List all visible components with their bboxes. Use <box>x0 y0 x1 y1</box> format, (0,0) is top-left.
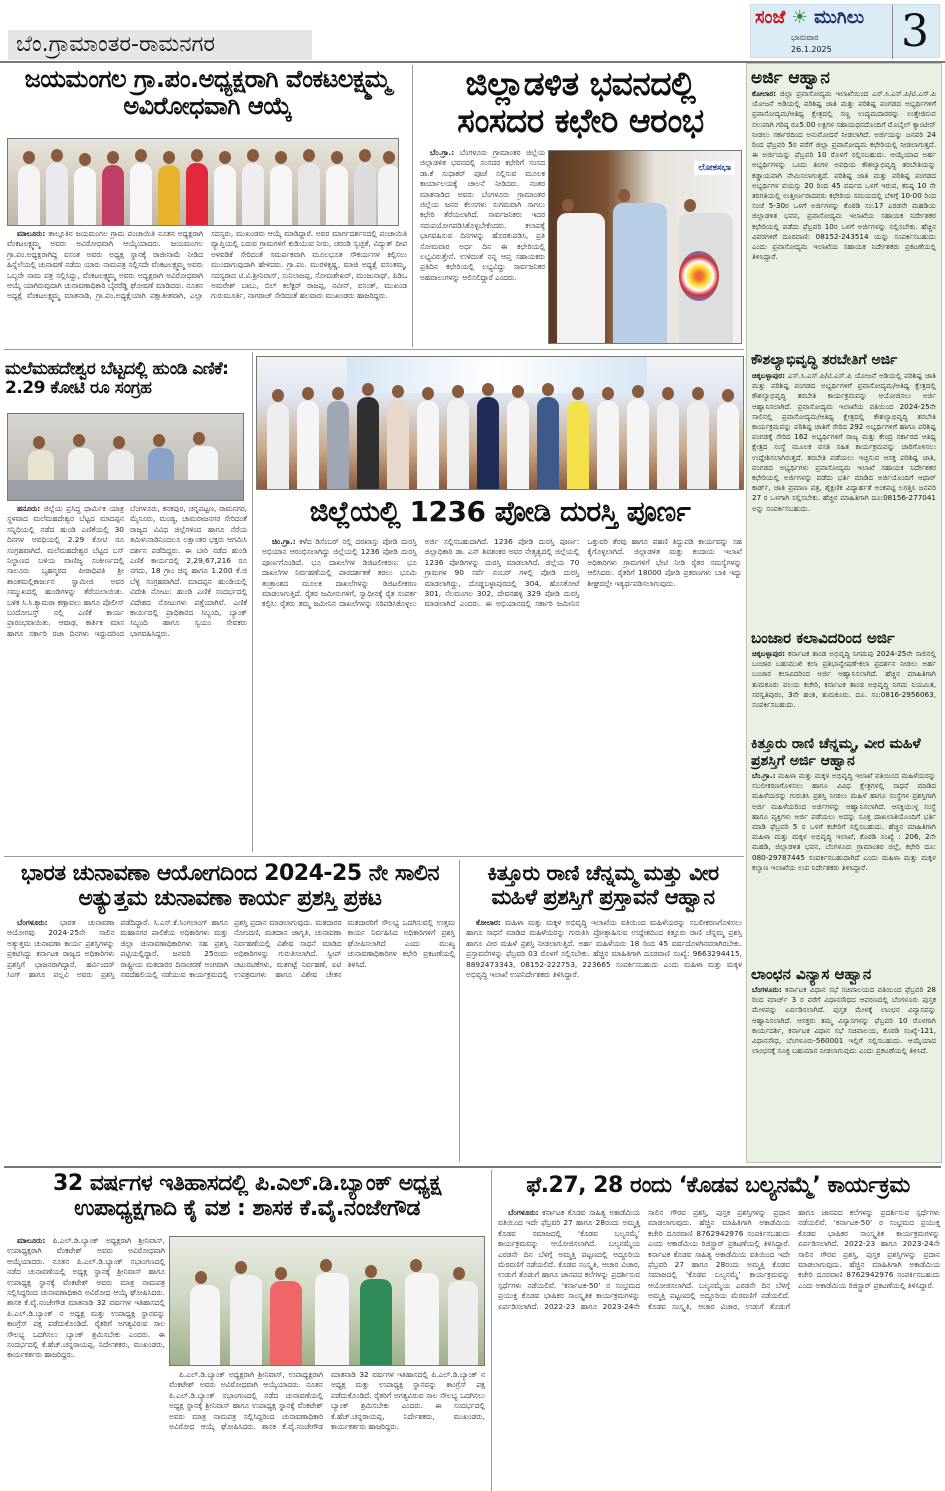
person-figure <box>74 167 96 225</box>
dateline: ಹನೂರು: <box>17 504 41 513</box>
notice-body: ಎಸ್.ಸಿ.ಎಸ್.ಪಿ/ಟಿ.ಎಸ್.ಪಿ ಯೋಜನೆ ಅಡಿಯಲ್ಲಿ ಪರಿಶಿಷ್ಟ ಜಾತಿ ಮತ್ತು ಪರಿಶಿಷ್ಟ ಪಂಗಡದ ಅಭ್ಯರ್ಥಿಗಳಿಗೆ ಪ್ರವಾಸೋದ್ಯಮ/ಆತಿಥ್ಯ ಕ್ಷೇತ್ರದಲ್ಲಿ ಕೌಶಲ್ಯಾಭಿವೃದ್ಧಿ ತರಬೇತಿ ಕಾರ್ಯಕ್ರಮವನ್ನು ಆಯೋಜಿಸಲು ಅರ್ಜಿ ಆಹ್ವಾನಿಸಲಾಗಿದೆ. ಪ್ರವಾಸೋದ್ಯಮ ಇಲಾಖೆಯ ವತಿಯಿಂದ 2024-25ನೇ ಸಾಲಿನಲ್ಲಿ ಪ್ರವಾಸೋದ್ಯಮ/ಆತಿಥ್ಯ ಕ್ಷೇತ್ರದಲ್ಲಿ ಕೌಶಲ್ಯಾಭಿವೃದ್ಧಿ ತರಬೇತಿ ಕಾರ್ಯಕ್ರಮವನ್ನು ಪರಿಶಿಷ್ಟ ಜಾತಿಗೆ ಸೇರಿದ 292 ಅಭ್ಯರ್ಥಿಗಳಿಗೆ ಹಾಗೂ ಪರಿಶಿಷ್ಟ ಪಂಗಡಕ್ಕೆ ಸೇರಿದ 162 ಅಭ್ಯರ್ಥಿಗಳಿಗೆ ರಾಜ್ಯ ಮತ್ತು ಕೇಂದ್ರ ಸರ್ಕಾರದ ಆತಿಥ್ಯ ಕ್ಷೇತ್ರದ ಸಂಸ್ಥೆ ಮೂಲಕ ವಸತಿ ಸಹಿತ ಕಾರ್ಯಕ್ರಮವನ್ನು ಜಾರಿಗೊಳಿಸಲು ಉದ್ದೇಶಿಸಲಾಗಿರುತ್ತದೆ. ತರಬೇತಿ ಪಡೆಯಲು ಇಚ್ಛಿಸುವ ಆಸಕ್ತ ಪರಿಶಿಷ್ಟ ಜಾತಿ, ಪಂಗಡದ ಅಭ್ಯರ್ಥಿಗಳು ಪ್ರವಾಸೋದ್ಯಮ ಇಲಾಖೆ ಸಹಾಯಕ ನಿರ್ದೇಶಕರ ಕಛೇರಿಯಲ್ಲಿ ಅರ್ಜಿಗಳನ್ನು ಪಡೆದು ಭರ್ತಿ ಮಾಡಿದ ಅರ್ಜಿಯೊಂದಿಗೆ ಆಧಾರ್ ಕಾರ್ಡ್, ಜಾತಿ ಪ್ರಮಾಣ ಪತ್ರ, ಶೈಕ್ಷಣಿಕ ವಿದ್ಯಾರ್ಹತೆ ಅಂಕಪಟ್ಟಿ ಲಗತ್ತಿಸಿ ಜನವರಿ 27 ರ ಒಳಗಾಗಿ ಸಲ್ಲಿಸಬೇಕು. ಹೆಚ್ಚಿನ ಮಾಹಿತಿಗಾಗಿ ದೂ:08156-277041 ಅನ್ನು ಸಂಪರ್ಕಿಸಬಹುದು. <box>752 371 936 513</box>
person-figure <box>613 203 667 343</box>
photo-pld-bank-celebration <box>169 1236 485 1366</box>
article-body <box>7 504 247 850</box>
person-figure <box>270 1281 302 1365</box>
person-figure <box>687 401 709 489</box>
article-jayamangala <box>5 66 410 120</box>
person-figure <box>357 397 379 489</box>
dateline: ಕೋಲಾರ: <box>476 918 501 927</box>
dateline: ಮಾಲೂರು: <box>17 1236 46 1245</box>
headline: ಕಿತ್ತೂರು ರಾಣಿ ಚೆನ್ನಮ್ಮ ಮತ್ತು ವೀರ ಮಹಿಳೆ ಪ್ರಶಸ್ತಿಗೆ ಪ್ರಸ್ತಾವನೆ ಆಹ್ವಾನ <box>487 861 719 909</box>
logo-part-1: ಸಂಜೆ <box>755 7 786 28</box>
body-text: ಮಹಿಳಾ ಮತ್ತು ಮಕ್ಕಳ ಅಭಿವೃದ್ಧಿ ಇಲಾಖೆಯ ವತಿಯಿಂದ ಮಹಿಳೆಯರನ್ನು ಸಬಲೀಕರಣಗೊಳಿಸಲು ಹಾಗೂ ಸಾಧನೆ ಮಾಡಿದ ಮಹಿಳೆಯರನ್ನು ಗುರುತಿಸಿ ಪ್ರೋತ್ಸಾಹಿಸುವ ಉದ್ದೇಶದಿಂದ ಕಿತ್ತೂರು ರಾಣಿ ಚೆನ್ನಮ್ಮ ಪ್ರಶಸ್ತಿ ಹಾಗೂ ವೀರ ಮಹಿಳೆ ಪ್ರಶಸ್ತಿ ನೀಡಲಾಗುತ್ತಿದೆ. ಅರ್ಹ ಮಹಿಳೆಯರು 18 ರಿಂದ 45 ವರ್ಷದೊಳಗಿನವರಾಗಿರಬೇಕು. ಪ್ರಸ್ತಾವನೆಗಳನ್ನು ಫೆಬ್ರವರಿ 03 ರೊಳಗೆ ಸಲ್ಲಿಸಬೇಕು. ಹೆಚ್ಚಿನ ಮಾಹಿತಿಗಾಗಿ ದೂರವಾಣಿ ಸಂಖ್ಯೆ: 9663294415, 8892473343, 08152-222753, 223665 ಸಂಪರ್ಕಿಸಬಹುದು ಎಂದು ಮಹಿಳಾ ಮತ್ತು ಮಕ್ಕಳ ಅಭಿವೃದ್ಧಿ ಇಲಾಖೆ ಉಪನಿರ್ದೇಶಕರು ತಿಳಿಸಿದ್ದಾರೆ. <box>466 918 742 980</box>
dateline: ಚಿಕ್ಕಬಳ್ಳಾಪುರ: <box>752 371 786 380</box>
person-figure <box>378 165 399 225</box>
person-figure <box>102 165 124 225</box>
person-figure <box>360 1279 392 1365</box>
person-figure <box>597 401 619 489</box>
person-figure <box>190 1285 220 1365</box>
person-figure <box>315 1273 349 1365</box>
dateline: ಕೋಲಾರ: <box>752 89 777 98</box>
notice-title: ಕಿತ್ತೂರು ರಾಣಿ ಚೆನ್ನಮ್ಮ, ವೀರ ಮಹಿಳೆ ಪ್ರಶಸ್ತಿಗೆ ಅರ್ಜಿ ಆಹ್ವಾನ <box>751 736 921 769</box>
person-figure <box>557 213 605 343</box>
dateline: ಬೆಂಗಳೂರು: <box>752 985 782 994</box>
column-divider <box>459 860 460 1162</box>
notice-item <box>747 624 941 732</box>
notice-body: ಜಿಲ್ಲಾ ಪ್ರವಾಸೋದ್ಯಮ ಇಲಾಖೆಯಿಂದ ಎಸ್.ಸಿ.ಎಸ್.ಪಿ/ಟಿ.ಎಸ್.ಪಿ ಯೋಜನೆ ಅಡಿಯಲ್ಲಿ ಪರಿಶಿಷ್ಟ ಜಾತಿ ಮತ್ತು ಪರಿಶಿಷ್ಟ ಪಂಗಡದ ಅಭ್ಯರ್ಥಿಗಳಿಗೆ ಪ್ರವಾಸೋದ್ಯಮ/ಆತಿಥ್ಯ ಕ್ಷೇತ್ರದಲ್ಲಿ ಸಣ್ಣ ಉದ್ಯಮದಾರರನ್ನು ಉತ್ತೇಜಿಸುವ ಸಲುವಾಗಿ ಗರಿಷ್ಠ ರೂ5.00 ಲಕ್ಷಗಳ ಸಹಾಯಧನದೊಂದಿಗೆ ಮೊಬೈಲ್ ಕ್ಯಾಂಟೀನ್ ನೀಡಲು ಸರ್ಕಾರದಿಂದ ಅನುಮೋದನೆ ನೀಡಲಾಗಿದೆ. ಅರ್ಜಿಯನ್ನು ಜನವರಿ 24 ರಿಂದ ಫೆಬ್ರವರಿ 5ರ ವರೆಗೆ ಜಿಲ್ಲಾ ಪ್ರವಾಸೋದ್ಯಮ ಕಛೇರಿಯಲ್ಲಿ ನೀಡಲಾಗುತ್ತದೆ. ಈ ಅರ್ಜಿಯನ್ನು ಫೆಬ್ರವರಿ 10 ರೊಳಗೆ ಸಲ್ಲಿಸಬಹುದು. ಆಯ್ಕೆಯಾದ ಅರ್ಹ ಅಭ್ಯರ್ಥಿಗಳನ್ನು ಒಂದು ತಿಂಗಳ ಅವಧಿಯ ಕೌಶಲ್ಯಾಭಿವೃದ್ಧಿ ತರಬೇತಿಯನ್ನು ಕಡ್ಡಾಯವಾಗಿ ನೇಮಿಸಲಾಗುತ್ತದೆ. ಪರಿಶಿಷ್ಟ ಜಾತಿ ಮತ್ತು ಪರಿಶಿಷ್ಟ ಪಂಗಡದ ಅಭ್ಯರ್ಥಿಗಳ ವಯಸ್ಸು 20 ರಿಂದ 45 ವರ್ಷದ ಒಳಗೆ ಇರುವ, ಕನಿಷ್ಠ 10 ನೇ ತರಗತಿಯಲ್ಲಿ ಉತ್ತೀರ್ಣರಾದವರು ಕಛೇರಿಯ ಸಮಯದಲ್ಲಿ ಬೆಳಿಗ್ಗೆ 10-00 ರಿಂದ ಸಂಜೆ 5-30ರ ಒಳಗೆ ಅರ್ಜಿಗಳನ್ನು ಕೊಠಡಿ ಸಂ:17 ಎರಡನೇ ಮಹಡಿಯ ಜಿಲ್ಲಾಡಳಿತ ಭವನ, ಪ್ರವಾಸೋದ್ಯಮ ಇಲಾಖೆಯ ಸಹಾಯಕ ನಿರ್ದೇಶಕರ ಕಛೇರಿಯಲ್ಲಿ ಪಡೆದು ಫೆಬ್ರವರಿ 10ರ ಒಳಗೆ ಅರ್ಜಿಗಳನ್ನು ಸಲ್ಲಿಸಬೇಕು. ಹೆಚ್ಚಿನ ವಿವರಗಳಿಗೆ ದೂರವಾಣಿ: 08152-243514 ಯನ್ನು ಸಂಪರ್ಕಿಸಬಹುದು ಎಂದು ಪ್ರವಾಸೋದ್ಯಮ ಇಲಾಖೆಯ ಸಹಾಯಕ ನಿರ್ದೇಶಕರು ಪ್ರಕಟಣೆಯಲ್ಲಿ ತಿಳಿಸಿದ್ದಾರೆ. <box>752 89 936 262</box>
body-text: ಜಿಲ್ಲೆಯ ಪ್ರಸಿದ್ಧ ಧಾರ್ಮಿಕ ಯಾತ್ರ ಸ್ಥಳವಾದ ಮಲೆಮಹದೇಶ್ವರ ಬೆಟ್ಟದ ಮಾದಪ್ಪನ ಸನ್ನಿಧಿಯಲ್ಲಿ ನಡೆದ ಹುಂಡಿ ಎಣಿಕೆಯಲ್ಲಿ 30 ದಿನಗಳ ಅವಧಿಯಲ್ಲಿ 2.29 ಕೋಟಿ ರೂ ಸಂಗ್ರಹವಾಗಿದೆ. ಮಲೆಮಹದೇಶ್ವರ ಬೆಟ್ಟದ ಬಸ್ ನಿಲ್ದಾಣದ ಬಳಿಯ ವಾಣಿಜ್ಯ ಸಂಕೀರ್ಣದಲ್ಲಿ ಸಾಲೂರು ಬೃಹನ್ಮಠದ ಪೀಠಾಧಿಪತಿ ಶ್ರೀ ಶಾಂತಮಲ್ಲಿಕಾರ್ಜುನ ಸ್ವಾಮೀಜಿ ಅವರ ಸಮ್ಮುಖದಲ್ಲಿ ಹುಂಡಿಗಳನ್ನು ತೆರೆಯಲಾಯಿತು. ಬಳಿಕ ಸಿ.ಸಿ.ಕ್ಯಾಮರಾ ಕಣ್ಗಾವಲು ಹಾಗೂ ಪೊಲೀಸ್ ಬಂದೋಬಸ್ತ್ ನಲ್ಲಿ ಎಣಿಕೆ ಕಾರ್ಯ ಪ್ರಾರಂಭವಾಯಿತು. ಆಷಾಢ, ಕಾರ್ತಿಕ ಮಾಸ ಹಾಗೂ ಸರ್ಕಾರಿ ರಜಾ ದಿನಗಳು ಇದ್ದುದರಿಂದ ಬೆಂಗಳೂರು, ಕನಕಪುರ, ಚನ್ನಪಟ್ಟಣ, ರಾಮನಗರ, ಮೈಸೂರು, ಮಂಡ್ಯ, ಚಾಮರಾಜನಗರ ಸೇರಿದಂತೆ ರಾಜ್ಯದ ವಿವಿಧ ಜಿಲ್ಲೆಗಳಿಂದ ಹಾಗೂ ನೆರೆಯ ತಮಿಳುನಾಡಿನಿಂದಲೂ ಲಕ್ಷಾಂತರ ಭಕ್ತರು ಆಗಮಿಸಿ ದರ್ಶನ ಪಡೆದಿದ್ದರು. ಈ ಬಾರಿ ನಡೆದ ಹುಂಡಿ ಎಣಿಕೆ ಕಾರ್ಯದಲ್ಲಿ 2,29,67,216 ರೂ ನಗದು, 18 ಗ್ರಾಂ ಚಿನ್ನ ಹಾಗೂ 1.200 ಕೆ.ಜಿ ಬೆಳ್ಳಿ ಸಂಗ್ರಹವಾಗಿದೆ. ಮಾದಪ್ಪನ ಹುಂಡಿಯಲ್ಲಿ ವಿದೇಶಿ ನೋಟು: ಹುಂಡಿ ಎಣಿಕೆ ಸಂದರ್ಭದಲ್ಲಿ ವಿದೇಶದ ನೋಟುಗಳು ಪತ್ತೆಯಾಗಿವೆ. ಎಣಿಕೆ ಕಾರ್ಯದಲ್ಲಿ ಪ್ರಾಧಿಕಾರದ ಸಿಬ್ಬಂದಿ, ಬ್ಯಾಂಕ್ ಸಿಬ್ಬಂದಿ ಹಾಗೂ ಸ್ವಯಂ ಸೇವಕರು ಭಾಗವಹಿಸಿದ್ದರು. <box>7 504 247 638</box>
counting-table <box>8 480 243 500</box>
person-figure <box>507 399 529 489</box>
newspaper-logo <box>755 7 864 28</box>
person-figure <box>627 399 649 489</box>
article-body <box>262 537 742 850</box>
body-text: ಪಿ.ಎಲ್.ಡಿ.ಬ್ಯಾಂಕ್ ಅಧ್ಯಕ್ಷರಾಗಿ ಶ್ರೀನಿವಾಸ್, ಉಪಾಧ್ಯಕ್ಷರಾಗಿ ವೆಂಕಟೇಶ್ ಅವರು ಅವಿರೋಧವಾಗಿ ಆಯ್ಕೆಯಾದರು. ನೂತನ ಪಿ.ಎಲ್.ಡಿ.ಬ್ಯಾಂಕ್ ಸಭಾಂಗಣದಲ್ಲಿ ನಡೆದ ಚುನಾವಣೆಯಲ್ಲಿ ಅಧ್ಯಕ್ಷ ಸ್ಥಾನಕ್ಕೆ ಶ್ರೀನಿವಾಸ್ ಹಾಗೂ ಉಪಾಧ್ಯಕ್ಷ ಸ್ಥಾನಕ್ಕೆ ವೆಂಕಟೇಶ್ ಅವರು ಮಾತ್ರ ನಾಮಪತ್ರ ಸಲ್ಲಿಸಿದ್ದರಿಂದ ಚುನಾವಣಾಧಿಕಾರಿ ಅವಿರೋಧ ಆಯ್ಕೆ ಘೋಷಿಸಿದರು. ಶಾಸಕ ಕೆ.ವೈ.ನಂಜೇಗೌಡ ಮಾತನಾಡಿ 32 ವರ್ಷಗಳ ಇತಿಹಾಸದಲ್ಲಿ ಪಿ.ಎಲ್.ಡಿ.ಬ್ಯಾಂಕ್ ನ ಅಧ್ಯಕ್ಷ ಮತ್ತು ಉಪಾಧ್ಯಕ್ಷ ಸ್ಥಾನವನ್ನು ಕಾಂಗ್ರೆಸ್ ಪಕ್ಷ ಪಡೆದುಕೊಂಡಿದೆ. ರೈತರಿಗೆ ಅಗತ್ಯವಿರುವ ಸಾಲ ಸೌಲಭ್ಯ ಒದಗಿಸಲು ಬ್ಯಾಂಕ್ ಶ್ರಮಿಸಬೇಕು ಎಂದರು. ಈ ಸಂದರ್ಭದಲ್ಲಿ ಕೆ.ಹೆಚ್.ಚನ್ನರಾಯಪ್ಪ, ನಿರ್ದೇಶಕರು, ಮುಖಂಡರು, ಕಾರ್ಯಕರ್ತರು ಹಾಜರಿದ್ದರು. <box>169 1370 485 1432</box>
person-figure <box>297 401 319 489</box>
person-figure <box>354 163 376 225</box>
notice-title: ಬಂಜಾರ ಕಲಾವಿದರಿಂದ ಅರ್ಜಿ <box>751 629 895 647</box>
person-figure <box>405 1273 439 1365</box>
dateline: ಬೆಂ.ಗ್ರಾ.: <box>752 771 776 780</box>
person-figure <box>537 397 559 489</box>
dateline: ಚಿಕ್ಕಬಳ್ಳಾಪುರ: <box>752 649 786 658</box>
person-figure <box>267 403 289 489</box>
headline: ಜಿಲ್ಲೆಯಲ್ಲಿ 1236 ಪೋಡಿ ದುರಸ್ತಿ ಪೂರ್ಣ <box>309 495 691 528</box>
column-divider <box>491 1170 492 1491</box>
issue-day: ಭಾನುವಾರ <box>791 33 819 42</box>
column-divider <box>252 352 253 852</box>
person-figure <box>186 163 208 225</box>
person-figure <box>298 163 320 225</box>
person-figure <box>567 401 589 489</box>
person-figure <box>242 163 264 225</box>
notice-body: ಮಹಿಳಾ ಮತ್ತು ಮಕ್ಕಳ ಅಭಿವೃದ್ಧಿ ಇಲಾಖೆ ವತಿಯಿಂದ ಮಹಿಳೆಯರನ್ನು ಸಬಲೀಕರಣಗೊಳಿಸಲು ಹಾಗೂ ವಿವಿಧ ಕ್ಷೇತ್ರಗಳಲ್ಲಿ ಸಾಧನೆ ಮಾಡಿದ ಮಹಿಳೆಯರನ್ನು ಗುರುತಿಸಿ ಪ್ರಶಸ್ತಿ ನೀಡಲು ಮಹಿಳೆ ಹಾಗೂ ಸಂಸ್ಥೆಗಳ ಪ್ರಶಸ್ತಿಗಾಗಿ ಅರ್ಜಿ ಮಹಿಳೆಯರಿಂದ ಅರ್ಜಿಗಳನ್ನು ಆಹ್ವಾನಿಸಲಾಗಿದೆ. ಆಸಕ್ತಿಯುಳ್ಳ ಸಂಸ್ಥೆ ಹಾಗೂ ವ್ಯಕ್ತಿಗಳು ಅರ್ಜಿ ಪಡೆಯಲು ಅದನ್ನು ಸೂಕ್ತ ದಾಖಲಾತಿಯೊಂದಿಗೆ ಭರ್ತಿ ಮಾಡಿ ಫೆಬ್ರವರಿ 5 ರ ಒಳಗೆ ಕಚೇರಿಗೆ ಸಲ್ಲಿಸಬಹುದು. ಹೆಚ್ಚಿನ ಮಾಹಿತಿಗಾಗಿ ಮಹಿಳಾ ಮತ್ತು ಮಕ್ಕಳ ಅಭಿವೃದ್ಧಿ ಇಲಾಖೆ, ಕೊಠಡಿ ಸಂಖ್ಯೆ : 206, 2ನೇ ಮಹಡಿ, ಜಿಲ್ಲಾಡಳಿತ ಭವನ, ಬೆಂಗಳೂರು ಗ್ರಾಮಾಂತರ ಜಿಲ್ಲೆ, ಕಛೇರಿ ದೂ: 080-29787445 ಸಂಪರ್ಕಿಸಬಹುದಾಗಿದೆ ಎಂದು ಮಹಿಳಾ ಮತ್ತು ಮಕ್ಕಳ ಕಲ್ಯಾಣ ಇಲಾಖೆಯ ಉಪ ನಿರ್ದೇಶಕರು ತಿಳಿಸಿದ್ದಾರೆ. <box>752 771 936 872</box>
body-text: ಪಿ.ಎಲ್.ಡಿ.ಬ್ಯಾಂಕ್ ಅಧ್ಯಕ್ಷರಾಗಿ ಶ್ರೀನಿವಾಸ್, ಉಪಾಧ್ಯಕ್ಷರಾಗಿ ವೆಂಕಟೇಶ್ ಅವರು ಅವಿರೋಧವಾಗಿ ಆಯ್ಕೆಯಾದರು. ನೂತನ ಪಿ.ಎಲ್.ಡಿ.ಬ್ಯಾಂಕ್ ಸಭಾಂಗಣದಲ್ಲಿ ನಡೆದ ಚುನಾವಣೆಯಲ್ಲಿ ಅಧ್ಯಕ್ಷ ಸ್ಥಾನಕ್ಕೆ ಶ್ರೀನಿವಾಸ್ ಹಾಗೂ ಉಪಾಧ್ಯಕ್ಷ ಸ್ಥಾನಕ್ಕೆ ವೆಂಕಟೇಶ್ ಅವರು ಮಾತ್ರ ನಾಮಪತ್ರ ಸಲ್ಲಿಸಿದ್ದರಿಂದ ಚುನಾವಣಾಧಿಕಾರಿ ಅವಿರೋಧ ಆಯ್ಕೆ ಘೋಷಿಸಿದರು. ಶಾಸಕ ಕೆ.ವೈ.ನಂಜೇಗೌಡ ಮಾತನಾಡಿ 32 ವರ್ಷಗಳ ಇತಿಹಾಸದಲ್ಲಿ ಪಿ.ಎಲ್.ಡಿ.ಬ್ಯಾಂಕ್ ನ ಅಧ್ಯಕ್ಷ ಮತ್ತು ಉಪಾಧ್ಯಕ್ಷ ಸ್ಥಾನವನ್ನು ಕಾಂಗ್ರೆಸ್ ಪಕ್ಷ ಪಡೆದುಕೊಂಡಿದೆ. ರೈತರಿಗೆ ಅಗತ್ಯವಿರುವ ಸಾಲ ಸೌಲಭ್ಯ ಒದಗಿಸಲು ಬ್ಯಾಂಕ್ ಶ್ರಮಿಸಬೇಕು ಎಂದರು. ಈ ಸಂದರ್ಭದಲ್ಲಿ ಕೆ.ಹೆಚ್.ಚನ್ನರಾಯಪ್ಪ, ನಿರ್ದೇಶಕರು, ಮುಖಂಡರು, ಕಾರ್ಯಕರ್ತರು ಹಾಜರಿದ್ದರು. <box>7 1236 165 1360</box>
headline: 32 ವರ್ಷಗಳ ಇತಿಹಾಸದಲ್ಲಿ ಪಿ.ಎಲ್.ಡಿ.ಬ್ಯಾಂಕ್ ಅಧ್ಯಕ್ಷ ಉಪಾಧ್ಯಕ್ಷಗಾದಿ ಕೈ ವಶ : ಶಾಸಕ ಕೆ.ವೈ.ನಂಜೇಗೌಡ <box>53 1171 441 1221</box>
article-body <box>420 148 545 345</box>
notice-body: ಕರ್ನಾಟಕ ವಿಧಾನ ಸಭೆ ಸಚಿವಾಲಯದ ವತಿಯಿಂದ ಫೆಬ್ರವರಿ 28 ರಿಂದ ಮಾರ್ಚ್ 3 ರ ವರೆಗೆ ವಿಧಾನಸೌಧದ ಆವರಣದಲ್ಲಿ ಬೆಂಗಳೂರು ಪುಸ್ತಕ ಮೇಳವನ್ನು ಏರ್ಪಡಿಸಲಾಗಿದೆ. ಪುಸ್ತಕ ಮೇಳಕ್ಕೆ ಲಾಂಛನ ವಿನ್ಯಾಸವನ್ನು ಆಹ್ವಾನಿಸಲಾಗಿದೆ. ಆಸಕ್ತರು ತಮ್ಮ ವಿನ್ಯಾಸಗಳನ್ನು ಫೆಬ್ರವರಿ 10 ರೊಳಗಾಗಿ ಕಾರ್ಯದರ್ಶಿ, ಕರ್ನಾಟಕ ವಿಧಾನ ಸಭೆ ಸಚಿವಾಲಯ, ಕೊಠಡಿ ಸಂಖ್ಯೆ-121, ವಿಧಾನಸೌಧ, ಬೆಂಗಳೂರು-560001 ಇಲ್ಲಿಗೆ ಸಲ್ಲಿಸಬಹುದು. ಆಯ್ಕೆಯಾದ ಲಾಂಛನಕ್ಕೆ ಸೂಕ್ತ ಬಹುಮಾನ ನೀಡಲಾಗುವುದು ಎಂದು ಪ್ರಕಟಣೆಯಲ್ಲಿ ತಿಳಿಸಿದೆ. <box>752 985 936 1056</box>
person-figure <box>230 1275 262 1365</box>
headline: ಜಿಲ್ಲಾಡಳಿತ ಭವನದಲ್ಲಿ ಸಂಸದರ ಕಛೇರಿ ಆರಂಭ <box>457 64 704 140</box>
article-body <box>498 1208 940 1491</box>
notice-title: ಅರ್ಜಿ ಆಹ್ವಾನ <box>751 68 830 88</box>
masthead <box>750 4 940 58</box>
person-figure <box>717 403 739 489</box>
person-figure <box>448 1281 478 1365</box>
headline: ಭಾರತ ಚುನಾವಣಾ ಆಯೋಗದಿಂದ 2024-25 ನೇ ಸಾಲಿನ ಅತ್ಯುತ್ತಮ ಚುನಾವಣಾ ಕಾರ್ಯ ಪ್ರಶಸ್ತಿ ಪ್ರಕಟ <box>20 861 440 911</box>
row-divider <box>4 856 744 857</box>
dateline: ಮಾಲೂರು: <box>17 229 46 238</box>
photo-hundi-counting <box>7 413 244 501</box>
body-text: ಕರ್ನಾಟಕ ಕೊಡವ ಸಾಹಿತ್ಯ ಅಕಾಡೆಮಿಯ ವತಿಯಿಂದ ಇದೇ ಫೆಬ್ರವರಿ 27 ಹಾಗೂ 28ರಂದು ಅಮ್ಮತ್ತಿ ಕೊಡವ ಸಮಾಜದಲ್ಲಿ ‘ಕೊಡವ ಬಲ್ಯನಮ್ಮೆ’ ಕಾರ್ಯಕ್ರಮವನ್ನು ಆಯೋಜಿಸಲಾಗಿದೆ. ಬಲ್ಯನಮ್ಮೆಯ ಎರಡನೇ ದಿನ ಬೆಳಗ್ಗೆ ಅಮ್ಮತ್ತಿ ಪಟ್ಟಣದಲ್ಲಿ ಅದ್ದೂರಿಯ ಮೆರವಣಿಗೆ ನಡೆಯಲಿದೆ. ಕೊಡವ ಸಂಸ್ಕೃತಿ, ಆಚಾರ ವಿಚಾರ, ಉಡುಗೆ ತೊಡುಗೆ ಹಾಗೂ ಜಾನಪದ ಕಲೆಗಳನ್ನು ಪ್ರದರ್ಶಿಸುವ ಸ್ಪರ್ಧೆಗಳು ನಡೆಯಲಿವೆ. ‘ಕರ್ನಾಟಕ-50’ ರ ಸಂಭ್ರಮದ ಪ್ರಯುಕ್ತ ಕೊಡವ ಭಾಷಿಕರ ಸಾಂಸ್ಕೃತಿಕ ಕಾರ್ಯಕ್ರಮಗಳನ್ನು ಏರ್ಪಡಿಸಲಾಗಿದೆ. 2022-23 ಹಾಗೂ 2023-24ನೇ ಸಾಲಿನ ಗೌರವ ಪ್ರಶಸ್ತಿ, ಪುಸ್ತಕ ಪ್ರಶಸ್ತಿಗಳನ್ನು ಪ್ರದಾನ ಮಾಡಲಾಗುವುದು. ಹೆಚ್ಚಿನ ಮಾಹಿತಿಗಾಗಿ ಅಕಾಡೆಮಿಯ ಕಚೇರಿ ದೂರವಾಣಿ 8762942976 ಸಂಪರ್ಕಿಸಬಹುದು ಎಂದು ಅಕಾಡೆಮಿಯ ರಿಜಿಸ್ಟ್ರಾರ್ ಪ್ರಕಟಣೆಯಲ್ಲಿ ತಿಳಿಸಿದ್ದಾರೆ. <box>498 1208 790 1311</box>
person-figure <box>214 165 236 225</box>
headline: ಜಯಮಂಗಲ ಗ್ರಾ.ಪಂ.ಅಧ್ಯಕ್ಷರಾಗಿ ವೆಂಕಟಲಕ್ಷ್ಮಮ್ಮ ಅವಿರೋಧವಾಗಿ ಆಯ್ಕೆ <box>24 65 391 120</box>
person-figure <box>18 165 40 225</box>
headline: ಫೆ.27, 28 ರಂದು ‘ಕೊಡವ ಬಲ್ಯನಮ್ಮೆ’ ಕಾರ್ಯಕ್ರಮ <box>526 1173 910 1198</box>
body-text: ಕಳೆದ ಡಿಸೆಂಬರ್ ನಲ್ಲಿ ದರಖಾಸ್ತು ಪೋಡಿ ದುರಸ್ತಿ ಅಭಿಯಾನ ಆರಂಭಿಸಲಾಗಿದ್ದು ಜಿಲ್ಲೆಯಲ್ಲಿ 1236 ಪೋಡಿ ದುರಸ್ತಿ ಪೂರ್ಣಗೊಂಡಿದೆ. ಭೂ ದಾಖಲೆಗಳ ಡಿಜಿಟಲೀಕರಣ: ಭೂ ದಾಖಲೆಗಳ ನಿರ್ವಹಣೆಯಲ್ಲಿ ಪಾರದರ್ಶಕತೆ ತರಲು ಭೂಮಿ ತಂತ್ರಾಂಶದ ಮೂಲಕ ದಾಖಲೆಗಳನ್ನು ಡಿಜಿಟಲೀಕರಣ ಮಾಡಲಾಗುತ್ತಿದೆ. ರೈತರ ಜಮೀನುಗಳಿಗೆ, ಸ್ವಾಧೀನಕ್ಕೆ ರೈತ ಸಂಪರ್ಕ ಕಲ್ಪಿಸಿ: ರೈತರು ತಮ್ಮ ಜಮೀನಿನ ದಾಖಲೆಗಳನ್ನು ಸರಿಪಡಿಸಿಕೊಳ್ಳಲು ಅರ್ಜಿ ಸಲ್ಲಿಸಬಹುದಾಗಿದೆ. 1236 ಪೋಡಿ ದುರಸ್ತಿ ಪೂರ್ಣ: ಜಿಲ್ಲಾಧಿಕಾರಿ ಡಾ. ಎನ್ ಶಿವಶಂಕರ ಅವರ ನೇತೃತ್ವದಲ್ಲಿ ಜಿಲ್ಲೆಯಲ್ಲಿ 1236 ಪೋಡಿಗಳನ್ನು ದುರಸ್ತಿ ಮಾಡಲಾಗಿದೆ. ಜಿಲ್ಲೆಯ 70 ಗ್ರಾಮಗಳ 90 ಸರ್ವೆ ನಂಬರ್ ಗಳಲ್ಲಿ ಪೋಡಿ ದುರಸ್ತಿ ಮಾಡಲಾಗಿದ್ದು, ದೊಡ್ಡಬಳ್ಳಾಪುರದಲ್ಲಿ 304, ಹೊಸಕೋಟೆ 301, ನೆಲಮಂಗಲ 302, ದೇವನಹಳ್ಳಿ 329 ಪೋಡಿ ದುರಸ್ತಿ ಮಾಡಲಾಗಿದೆ ಎಂದರು. ಈ ಅಭಿಯಾನದಲ್ಲಿ ಸರ್ಕಾರಿ ಜಮೀನಿನ ಒತ್ತುವರಿ ತೆರವು ಹಾಗೂ ಪಹಣಿ ತಿದ್ದುಪಡಿ ಕಾರ್ಯವನ್ನು ಸಹ ಕೈಗೊಳ್ಳಲಾಗಿದೆ. ಜಿಲ್ಲಾಡಳಿತ ಮತ್ತು ಕಂದಾಯ ಇಲಾಖೆ ಅಧಿಕಾರಿಗಳು ಗ್ರಾಮಗಳಿಗೆ ಭೇಟಿ ನೀಡಿ ರೈತರ ಸಮಸ್ಯೆಗಳನ್ನು ಆಲಿಸಿದರು. ರೈತರಿಗೆ 18000 ಪೋಡಿ ಪ್ರಕರಣಗಳು ಬಾಕಿ ಇದ್ದು ಶೀಘ್ರದಲ್ಲೇ ಇತ್ಯರ್ಥಪಡಿಸಲಾಗುವುದು. <box>262 537 742 609</box>
person-figure <box>270 165 292 225</box>
issue-date: 26.1.2025 <box>791 45 832 54</box>
notice-body: ಕರ್ನಾಟಕ ತಾಂಡ ಅಭಿವೃದ್ಧಿ ನಿಗಮವು 2024-25ನೇ ಸಾಲಿನಲ್ಲಿ ಬಂಜಾರ ಬಹುಮುಖಿ ಕಲಾ ಪ್ರತಿಭಾನ್ವೇಷಣೆ-ಕಲಾ ಪ್ರದರ್ಶನ ನೀಡಲು ಅರ್ಹ ಬಂಜಾರ ಕಲಾವಿದರಿಂದ ಅರ್ಜಿ ಆಹ್ವಾನಿಸಲಾಗಿದೆ. ಹೆಚ್ಚಿನ ಮಾಹಿತಿಗಾಗಿ ತುಮಕೂರು ವಲಯ ಕಚೇರಿ, ಕರ್ನಾಟಕ ತಾಂಡ ಅಭಿವೃದ್ಧಿ ನಿಗಮ ನಿಯಮಿತ, ಸರಸ್ವತಿಪುರಂ, 3ನೇ ಹಂತ, ತುಮಕೂರು. ದೂ. ಸಂ:0816-2956063, ಸಂಪರ್ಕಿಸಬಹುದು. <box>752 649 936 710</box>
loksabha-sign: ಲೋಕಸಭಾ <box>694 161 735 175</box>
flower-bouquet <box>679 251 719 301</box>
dateline: ಬೆಂಗಳೂರು: <box>508 1208 539 1217</box>
photo-podi-event-stage <box>256 356 744 490</box>
body-text: ಬೆಂಗಳೂರು ಗ್ರಾಮಾಂತರ ಜಿಲ್ಲೆಯ ಜಿಲ್ಲಾಡಳಿತ ಭವನದಲ್ಲಿ ಸಂಸದರ ಕಛೇರಿಗೆ ಸಂಸದ ಡಾ.ಕೆ ಸುಧಾಕರ್ ಪೂಜೆ ಸಲ್ಲಿಸುವ ಮೂಲಕ ಕಾರ್ಯಾಲಯಕ್ಕೆ ಚಾಲನೆ ನೀಡಿದರು. ನಂತರ ಮಾತನಾಡಿದ ಅವರು ಬೆಂಗಳೂರು ಗ್ರಾಮಾಂತರ ಜಿಲ್ಲೆಯ ಜನರ ಕೆಲಸಗಳು ಸುಗಮವಾಗಿ ಸಾಗಲು ಕಛೇರಿ ತೆರೆಯಲಾಗಿದೆ. ಸಾರ್ವಜನಿಕರು ಇದರ ಸದುಪಯೋಗಪಡಿಸಿಕೊಳ್ಳಬೇಕೆಂದರು. ಕಲಾಪಕ್ಕೆ ಭಾಗವಹಿಸುವ ದಿನಗಳನ್ನು ಹೊರತುಪಡಿಸಿ, ಪ್ರತಿ ಸೋಮವಾರ ಅರ್ಧ ದಿನ ಈ ಕಛೇರಿಯಲ್ಲಿ ಲಭ್ಯವಿರುತ್ತೇನೆ. ಉಳಿದಂತೆ ನನ್ನ ಆಪ್ತ ಸಹಾಯಕರು ಪ್ರತಿದಿನ ಕಛೇರಿಯಲ್ಲಿ ಲಭ್ಯವಿದ್ದು ಸಾರ್ವಜನಿಕರ ಅಹವಾಲುಗಳನ್ನು ಆಲಿಸಲಿದ್ದಾರೆ ಎಂದರು. <box>420 148 545 282</box>
headline: ಮಲೆಮಹದೇಶ್ವರ ಬೆಟ್ಟದಲ್ಲಿ ಹುಂಡಿ ಎಣಿಕೆ: 2.29 ಕೋಟಿ ರೂ ಸಂಗ್ರಹ <box>5 359 229 399</box>
article-body <box>7 229 407 345</box>
section-label: ಬೆಂ.ಗ್ರಾಮಾಂತರ-ರಾಮನಗರ <box>8 30 312 60</box>
person-figure <box>46 163 68 225</box>
notice-item <box>747 64 941 346</box>
dateline: ಚಿಂ.ಗ್ರಾ.: <box>272 537 296 546</box>
person-figure <box>657 401 679 489</box>
article-body <box>466 918 742 1161</box>
palm-icon: ☀ <box>791 7 808 28</box>
article-body <box>7 918 455 1161</box>
person-figure <box>327 401 349 489</box>
article-body <box>7 1236 165 1491</box>
photo-mp-office-inauguration <box>548 150 742 344</box>
body-text: ತಾಲ್ಲೂಕಿನ ಜಯಮಂಗಲ ಗ್ರಾಮ ಪಂಚಾಯಿತಿ ನೂತನ ಅಧ್ಯಕ್ಷರಾಗಿ ವೆಂಕಟಲಕ್ಷ್ಮಮ್ಮ ಅವರು ಅವಿರೋಧವಾಗಿ ಆಯ್ಕೆಯಾದರು. ಜಯಮಂಗಲ ಗ್ರಾ.ಪಂ.ಅಧ್ಯಕ್ಷರಾಗಿದ್ದ ವಸಂತ ಅವರು ಅಧ್ಯಕ್ಷ ಸ್ಥಾನಕ್ಕೆ ರಾಜೀನಾಮೆ ನೀಡಿದ ಹಿನ್ನೆಲೆಯಲ್ಲಿ ಚುನಾವಣೆ ನಡೆದು ಯಾರು ನಾಮಪತ್ರ ಸಲ್ಲಿಸದೇ ವೆಂಕಟಲಕ್ಷ್ಮಮ್ಮ ಅವರು ಒಬ್ಬರೇ ನಾಮ ಪತ್ರ ಸಲ್ಲಿಸಿದ್ದು, ವೆಂಕಟಲಕ್ಷ್ಮಮ್ಮ ಅವರು ಅಧ್ಯಕ್ಷರಾಗಿ ಅವಿರೋಧವಾಗಿ ಆಯ್ಕೆ ಯಾಗಿರುವುದಾಗಿ ಚುನಾವಣಾಧಿಕಾರಿ ಬೈರರೆಡ್ಡಿ ಘೋಷಣೆ ಮಾಡಿದರು. ನೂತನ ಅಧ್ಯಕ್ಷೆ ವೆಂಕಟಲಕ್ಷ್ಮಮ್ಮ ಮಾತನಾಡಿ, ಗ್ರಾ.ಪಂ.ಅಧ್ಯಕ್ಷೆಯಾಗಿ ಪಕ್ಷಾತೀತವಾಗಿ, ಎಲ್ಲಾ ಸದಸ್ಯರು, ಮುಖಂಡರು ಆಯ್ಕೆ ಮಾಡಿದ್ದಾರೆ. ಅವರ ಮಾರ್ಗದರ್ಶನದಲ್ಲಿ ಪಂಚಾಯಿತಿ ವ್ಯಾಪ್ತಿಯಲ್ಲಿ ಬರುವ ಗ್ರಾಮಗಳಿಗೆ ಕುಡಿಯುವ ನೀರು, ಚರಂಡಿ ಸ್ವಚ್ಛತೆ, ವಿದ್ಯುತ್ ದೀಪ ಅಳವಡಿಕೆ ಸೇರಿದಂತೆ ಸಮರ್ಪಕವಾಗಿ ಮೂಲಭೂತ ಸೌಕರ್ಯಗಳ ಕಲ್ಪಿಸಲು ಮುಂದಾಗುವುದಾಗಿ ಹೇಳಿದರು. ಗ್ರಾ.ಪಂ. ಮುರಳಿಕೃಷ್ಣ, ಮಾಜಿ ಅಧ್ಯಕ್ಷೆ ವಸಂತಮ್ಮ, ಸದಸ್ಯರಾದ ಟಿ.ವಿ.ಶ್ರೀನಿವಾಸ್, ಸುನಿಲಾಜಪ್ಪ, ಸೋಮಶೇಖರ್, ಮಂಜುನಾಥ್, ಪಿಡಿಒ ಅಮರೇಶ್ ಬಾಬು, ಬಿಲ್ ಕಲೆಕ್ಟರ್ ರಾಜಪ್ಪ, ನವೀನ್, ವಸಂತ್, ಮುಖಂಡ ಗುರುಮೂರ್ತಿ, ನಾಗರಾಜ್ ಸೇರಿದಂತೆ ಹಲವಾರು ಮುಖಂಡರು ಹಾಜರಿದ್ದರು. <box>7 229 407 301</box>
person-figure <box>158 165 180 225</box>
person-figure <box>130 163 152 225</box>
page-number: 3 <box>892 5 929 59</box>
notice-item <box>747 346 941 624</box>
person-figure <box>387 399 409 489</box>
photo-group-felicitation <box>7 138 399 226</box>
row-divider <box>4 349 744 350</box>
body-text: ಕರ್ನಾಟಕ ಕೊಡವ ಸಾಹಿತ್ಯ ಅಕಾಡೆಮಿಯ ವತಿಯಿಂದ ಇದೇ ಫೆಬ್ರವರಿ 27 ಹಾಗೂ 28ರಂದು ಅಮ್ಮತ್ತಿ ಕೊಡವ ಸಮಾಜದಲ್ಲಿ ‘ಕೊಡವ ಬಲ್ಯನಮ್ಮೆ’ ಕಾರ್ಯಕ್ರಮವನ್ನು ಆಯೋಜಿಸಲಾಗಿದೆ. ಬಲ್ಯನಮ್ಮೆಯ ಎರಡನೇ ದಿನ ಬೆಳಗ್ಗೆ ಅಮ್ಮತ್ತಿ ಪಟ್ಟಣದಲ್ಲಿ ಅದ್ದೂರಿಯ ಮೆರವಣಿಗೆ ನಡೆಯಲಿದೆ. ಕೊಡವ ಸಂಸ್ಕೃತಿ, ಆಚಾರ ವಿಚಾರ, ಉಡುಗೆ ತೊಡುಗೆ ಹಾಗೂ ಜಾನಪದ ಕಲೆಗಳನ್ನು ಪ್ರದರ್ಶಿಸುವ ಸ್ಪರ್ಧೆಗಳು ನಡೆಯಲಿವೆ. ‘ಕರ್ನಾಟಕ-50’ ರ ಸಂಭ್ರಮದ ಪ್ರಯುಕ್ತ ಕೊಡವ ಭಾಷಿಕರ ಸಾಂಸ್ಕೃತಿಕ ಕಾರ್ಯಕ್ರಮಗಳನ್ನು ಏರ್ಪಡಿಸಲಾಗಿದೆ. 2022-23 ಹಾಗೂ 2023-24ನೇ ಸಾಲಿನ ಗೌರವ ಪ್ರಶಸ್ತಿ, ಪುಸ್ತಕ ಪ್ರಶಸ್ತಿಗಳನ್ನು ಪ್ರದಾನ ಮಾಡಲಾಗುವುದು. ಹೆಚ್ಚಿನ ಮಾಹಿತಿಗಾಗಿ ಅಕಾಡೆಮಿಯ ಕಚೇರಿ ದೂರವಾಣಿ 8762942976 ಸಂಪರ್ಕಿಸಬಹುದು ಎಂದು ಅಕಾಡೆಮಿಯ ರಿಜಿಸ್ಟ್ರಾರ್ ಪ್ರಕಟಣೆಯಲ್ಲಿ ತಿಳಿಸಿದ್ದಾರೆ. <box>648 1208 940 1311</box>
column-divider <box>412 65 413 347</box>
notice-item <box>747 732 941 960</box>
dateline: ಬೆಂಗಳೂರು: <box>17 918 48 927</box>
dateline: ಬೆಂ.ಗ್ರಾ.: <box>430 148 455 157</box>
notice-title: ಕೌಶಲ್ಯಾಭಿವೃದ್ಧಿ ತರಬೇತಿಗೆ ಅರ್ಜಿ <box>751 352 898 368</box>
body-text: ಭಾರತ ಚುನಾವಣಾ ಆಯೋಗವು 2024-25ನೇ ಸಾಲಿನ ಅತ್ಯುತ್ತಮ ಚುನಾವಣಾ ಕಾರ್ಯ ಪ್ರಶಸ್ತಿಗಳನ್ನು ಪ್ರಕಟಿಸಿದ್ದು ಕರ್ನಾಟಕ ರಾಜ್ಯದ ಅಧಿಕಾರಿಗಳು ಪ್ರಶಸ್ತಿಗೆ ಭಾಜನರಾಗಿದ್ದಾರೆ. ಹರ್ವಿಂದರ್ ಸಿಂಗ್ ಹಾಗೂ ಪಲ್ಲವಿ ಅವರು ಪ್ರಶಸ್ತಿ ಪಡೆದಿದ್ದಾರೆ. ಸಿ.ಎಸ್.ಕೆ.ಸಿಂಗಲಾಂಗ್ ಹಾಗೂ ಮಹಾನಗರ ಪಾಲಿಕೆಯ ಅಧಿಕಾರಿಗಳು ಮತ್ತು ಜಿಲ್ಲಾ ಚುನಾವಣಾಧಿಕಾರಿಗಳು ಸಹ ಪ್ರಶಸ್ತಿ ಪಟ್ಟಿಯಲ್ಲಿದ್ದಾರೆ. ಜನವರಿ 25ರಂದು ರಾಷ್ಟ್ರೀಯ ಮತದಾರರ ದಿನಾಚರಣೆ ಅಂಗವಾಗಿ ನವದೆಹಲಿಯಲ್ಲಿ ನಡೆಯುವ ಕಾರ್ಯಕ್ರಮದಲ್ಲಿ ಪ್ರಶಸ್ತಿ ಪ್ರದಾನ ಮಾಡಲಾಗುವುದು. ಮತದಾರರ ನೋಂದಣಿ, ಮತದಾನ ಜಾಗೃತಿ, ಚುನಾವಣಾ ನಿರ್ವಹಣೆಯಲ್ಲಿ ವಿಶೇಷ ಸಾಧನೆ ಮಾಡಿದ ಅಧಿಕಾರಿಗಳನ್ನು ಗುರುತಿಸಲಾಗಿದೆ. ಸ್ವೀಪ್ ಚಟುವಟಿಕೆಗಳು, ಮತಗಟ್ಟೆ ನಿರ್ವಹಣೆ, ಐಟಿ ಉಪಕ್ರಮಗಳು ಹಾಗೂ ವಿಶೇಷ ಚೇತನ ಮತದಾರರಿಗೆ ಸೌಲಭ್ಯ ಒದಗಿಸುವಲ್ಲಿ ಉತ್ತಮ ಕಾರ್ಯ ನಿರ್ವಹಿಸಿದ ಅಧಿಕಾರಿಗಳಿಗೆ ಪ್ರಶಸ್ತಿ ಘೋಷಿಸಲಾಗಿದೆ ಎಂದು ಮುಖ್ಯ ಚುನಾವಣಾಧಿಕಾರಿಗಳ ಕಛೇರಿ ಪ್ರಕಟಣೆಯಲ್ಲಿ ತಿಳಿಸಿದೆ. <box>7 918 455 980</box>
notice-title: ಲಾಂಛನ ವಿನ್ಯಾಸ ಆಹ್ವಾನ <box>751 965 872 983</box>
article-body-continued <box>169 1370 485 1491</box>
person-figure <box>477 397 499 489</box>
person-figure <box>447 399 469 489</box>
sidebar-notices <box>746 63 942 1163</box>
row-divider <box>4 1166 941 1168</box>
logo-part-2: ಮುಗಿಲು <box>814 7 865 28</box>
person-figure <box>417 401 439 489</box>
person-figure <box>326 165 348 225</box>
notice-item <box>747 960 941 1160</box>
